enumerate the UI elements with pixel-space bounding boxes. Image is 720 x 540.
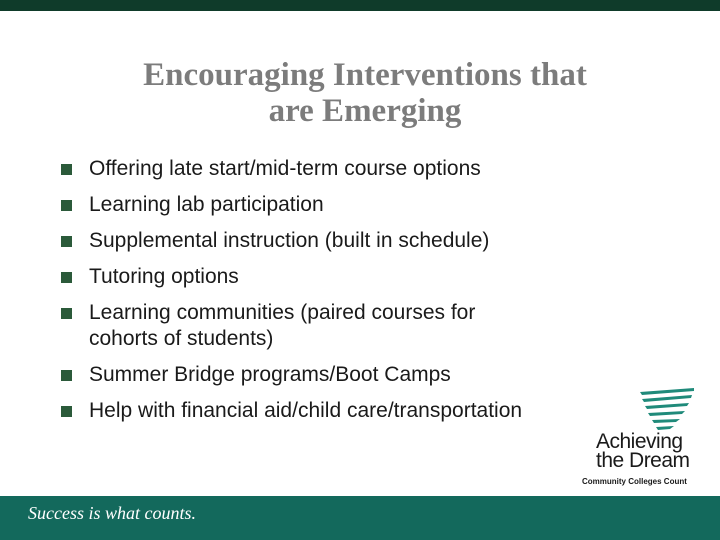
slide-title-line1: Encouraging Interventions that [143, 57, 587, 93]
bullet-text: Learning communities (paired courses for [89, 301, 476, 324]
logo-word-achieving: Achieving [596, 430, 683, 453]
bullet-text: Help with financial aid/child care/transportation [89, 399, 523, 422]
bullet-item [61, 362, 601, 388]
achieving-the-dream-logo [580, 386, 710, 492]
top-accent-bar [0, 0, 720, 11]
square-bullet-icon [61, 308, 72, 319]
slide-title [40, 57, 690, 129]
bullet-text: Offering late start/mid-term course options [89, 157, 481, 180]
bullet-text: Supplemental instruction (built in schedule) [89, 229, 490, 252]
square-bullet-icon [61, 200, 72, 211]
bullet-item [61, 300, 601, 352]
bullet-item [61, 398, 601, 424]
bullet-item [61, 228, 601, 254]
bullet-text-continued: cohorts of students) [89, 327, 274, 350]
logo-stripes-icon [636, 386, 698, 430]
logo-word-the-dream: the Dream [596, 449, 690, 472]
bullet-text: Summer Bridge programs/Boot Camps [89, 363, 451, 386]
bullet-list [61, 156, 601, 434]
square-bullet-icon [61, 236, 72, 247]
bullet-item [61, 264, 601, 290]
logo-tagline: Community Colleges Count [582, 477, 687, 486]
square-bullet-icon [61, 406, 72, 417]
square-bullet-icon [61, 272, 72, 283]
bullet-text: Learning lab participation [89, 193, 324, 216]
square-bullet-icon [61, 164, 72, 175]
footer-tagline: Success is what counts. [28, 503, 196, 523]
bullet-text: Tutoring options [89, 265, 239, 288]
bullet-item [61, 156, 601, 182]
slide-title-line2: are Emerging [268, 93, 462, 129]
bullet-item [61, 192, 601, 218]
square-bullet-icon [61, 370, 72, 381]
